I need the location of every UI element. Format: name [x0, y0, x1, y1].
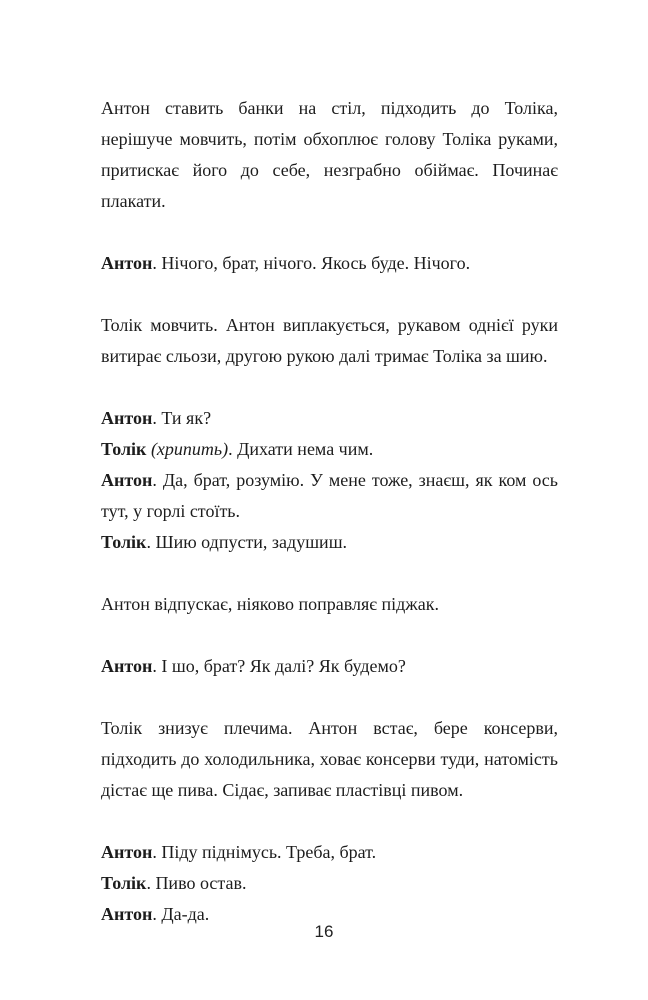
stage-direction-paragraph: Толік мовчить. Антон виплакується, рукавом однієї руки витирає сльози, другою рукою далі тримає Толіка за шию.	[101, 315, 558, 366]
stage-direction-paragraph: Антон відпускає, ніяково поправляє піджак.	[101, 594, 439, 614]
dialogue-text: . Ти як?	[152, 408, 212, 428]
speaker-name: Антон	[101, 904, 153, 924]
speaker-name: Антон	[101, 253, 153, 273]
speaker-name: Антон	[101, 470, 153, 490]
speaker-name: Антон	[101, 408, 153, 428]
dialogue-text: . Пиво остав.	[146, 873, 247, 893]
dialogue-line	[101, 868, 558, 899]
dialogue-text: . І шо, брат? Як далі? Як будемо?	[152, 656, 406, 676]
dialogue-line	[101, 434, 558, 465]
page-number: 16	[314, 922, 334, 941]
stage-direction-paragraph: Антон ставить банки на стіл, підходить до Толіка, нерішуче мовчить, потім обхоплює голову Толіка руками, притискає його до себе, незграбно обіймає. Починає плакати.	[101, 98, 558, 211]
speaker-name: Антон	[101, 842, 153, 862]
speaker-name: Толік	[101, 873, 147, 893]
dialogue-line	[101, 651, 558, 682]
dialogue-text: . Да, брат, розумію. У мене тоже, знаєш, як ком ось тут, у горлі стоїть.	[101, 470, 558, 521]
dialogue-line	[101, 403, 558, 434]
dialogue-line	[101, 837, 558, 868]
speaker-name: Толік	[101, 532, 147, 552]
inline-stage-direction: (хрипить)	[150, 439, 229, 459]
speaker-name: Антон	[101, 656, 153, 676]
speaker-name: Толік	[101, 439, 147, 459]
dialogue-line	[101, 527, 558, 558]
dialogue-text: . Да-да.	[152, 904, 210, 924]
dialogue-text: . Піду піднімусь. Треба, брат.	[152, 842, 377, 862]
dialogue-text: . Дихати нема чим.	[228, 439, 374, 459]
dialogue-line	[101, 465, 558, 527]
dialogue-text: . Нічого, брат, нічого. Якось буде. Нічого.	[152, 253, 471, 273]
play-text	[101, 93, 558, 930]
dialogue-line	[101, 248, 558, 279]
stage-direction-paragraph: Толік знизує плечима. Антон встає, бере консерви, підходить до холодильника, ховає консерви туди, натомість дістає ще пива. Сідає, запиває пластівці пивом.	[101, 718, 558, 800]
dialogue-text: . Шию одпусти, задушиш.	[146, 532, 348, 552]
